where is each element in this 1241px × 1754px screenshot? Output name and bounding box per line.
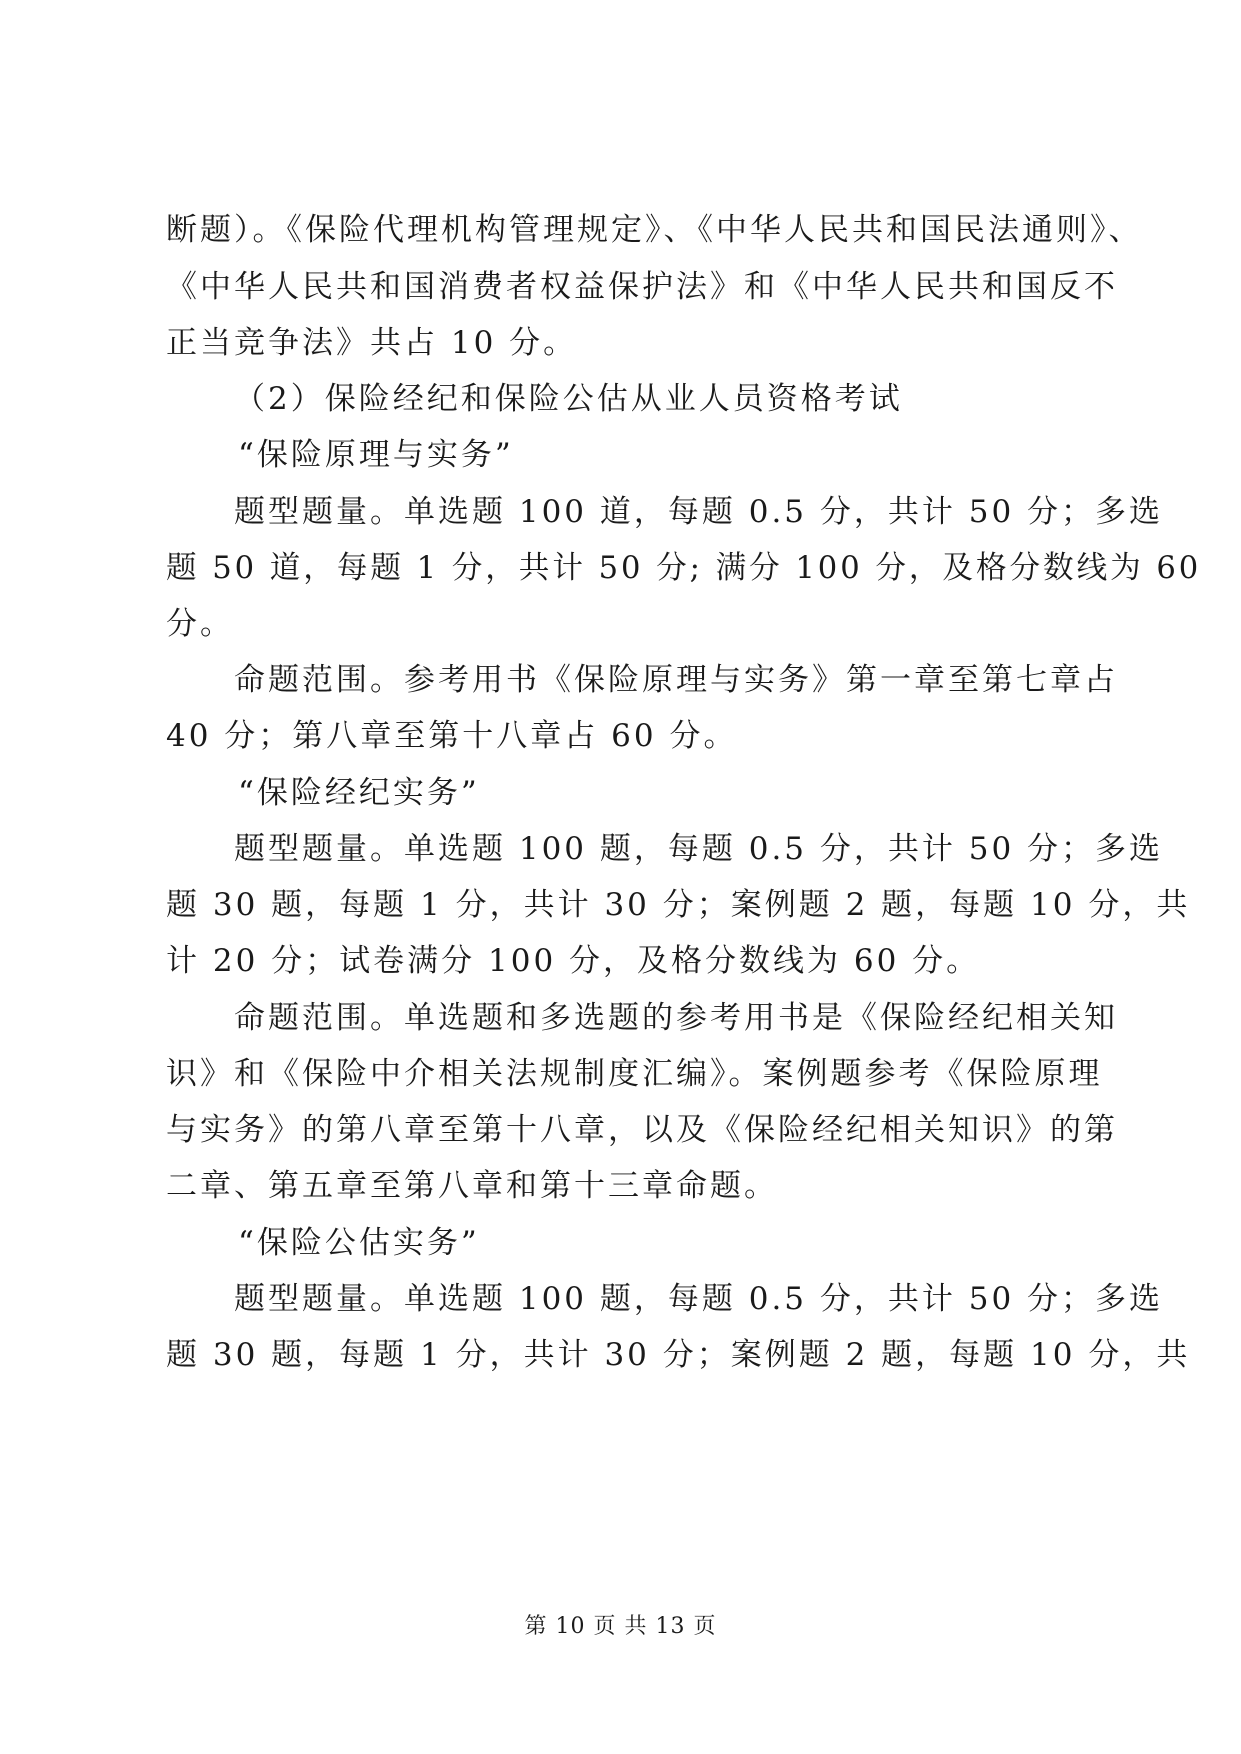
text-line: 《中华人民共和国消费者权益保护法》和《中华人民共和国反不 <box>166 269 1118 305</box>
text-line: 题 30 题，每题 1 分，共计 30 分；案例题 2 题，每题 10 分，共 <box>166 1337 1191 1373</box>
text-line: 分。 <box>166 606 234 642</box>
text-line: 题 30 题，每题 1 分，共计 30 分；案例题 2 题，每题 10 分，共 <box>166 887 1191 923</box>
paragraph-line: 题型题量。单选题 100 题，每题 0.5 分，共计 50 分；多选 <box>234 831 1164 867</box>
subject-title: “保险经纪实务” <box>238 775 480 811</box>
text-line: 计 20 分；试卷满分 100 分，及格分数线为 60 分。 <box>166 943 981 979</box>
text-line: 识》和《保险中介相关法规制度汇编》。案例题参考《保险原理 <box>166 1056 1103 1092</box>
subject-title: “保险公估实务” <box>238 1225 480 1261</box>
text-line: 正当竞争法》共占 10 分。 <box>166 325 578 361</box>
section-heading: （2）保险经纪和保险公估从业人员资格考试 <box>234 381 903 417</box>
text-line: 40 分；第八章至第十八章占 60 分。 <box>166 718 738 754</box>
text-line: 二章、第五章至第八章和第十三章命题。 <box>166 1168 778 1204</box>
paragraph-line: 题型题量。单选题 100 道，每题 0.5 分，共计 50 分；多选 <box>234 494 1164 530</box>
paragraph-line: 命题范围。参考用书《保险原理与实务》第一章至第七章占 <box>234 662 1118 698</box>
text-line: 题 50 道，每题 1 分，共计 50 分; 满分 100 分，及格分数线为 60 <box>166 550 1202 586</box>
paragraph-line: 命题范围。单选题和多选题的参考用书是《保险经纪相关知 <box>234 1000 1118 1036</box>
subject-title: “保险原理与实务” <box>238 437 514 473</box>
page-footer: 第 10 页 共 13 页 <box>524 1614 717 1639</box>
paragraph-line: 题型题量。单选题 100 题，每题 0.5 分，共计 50 分；多选 <box>234 1281 1164 1317</box>
text-line: 与实务》的第八章至第十八章，以及《保险经纪相关知识》的第 <box>166 1112 1118 1148</box>
text-line: 断题）。《保险代理机构管理规定》、《中华人民共和国民法通则》、 <box>166 212 1143 248</box>
